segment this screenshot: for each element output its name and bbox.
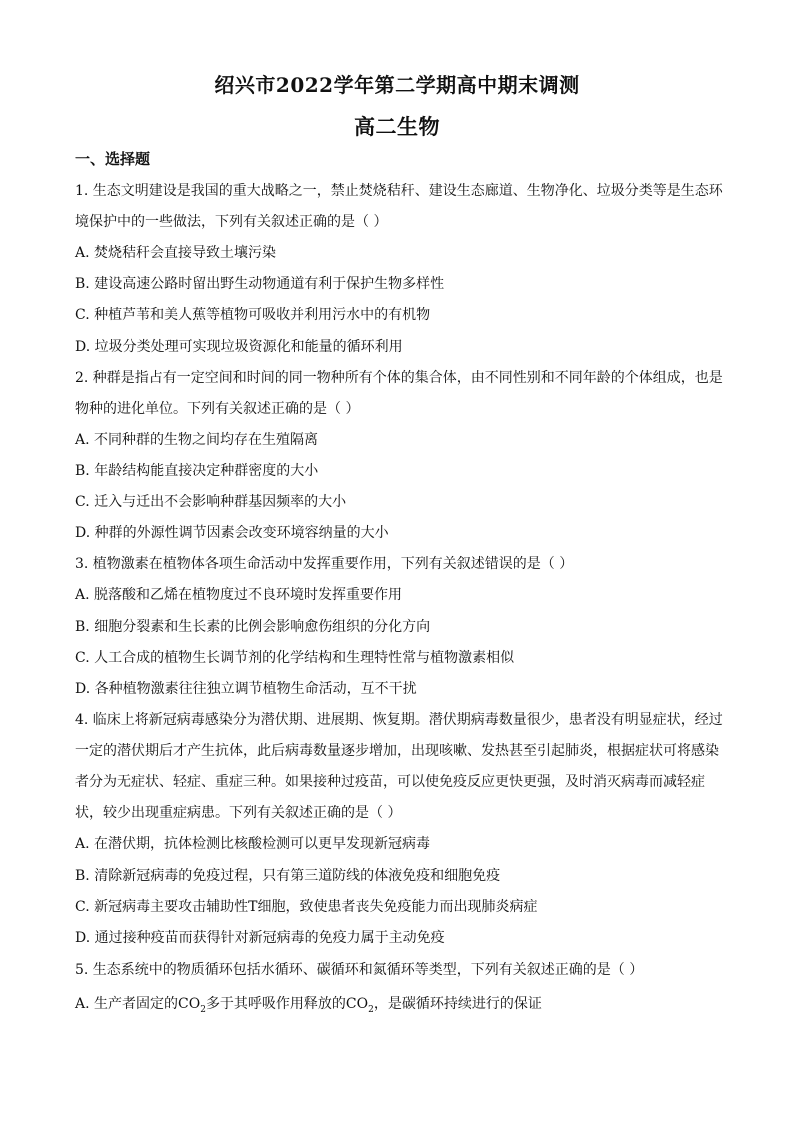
question-1-option-c: C. 种植芦苇和美人蕉等植物可吸收并利用污水中的有机物 [75,307,431,323]
question-5-stem-line-1: 5. 生态系统中的物质循环包括水循环、碳循环和氮循环等类型，下列有关叙述正确的是（ ） [75,962,644,978]
question-4-stem-line-2: 一定的潜伏期后才产生抗体，此后病毒数量逐步增加，出现咳嗽、发热甚至引起肺炎，根据症状可将感染 [75,743,719,759]
question-2-option-c: C. 迁入与迁出不会影响种群基因频率的大小 [75,494,347,510]
question-1-stem-line-2: 境保护中的一些做法，下列有关叙述正确的是（ ） [75,214,388,230]
question-3-option-b: B. 细胞分裂素和生长素的比例会影响愈伤组织的分化方向 [75,619,431,635]
question-3-option-a: A. 脱落酸和乙烯在植物度过不良环境时发挥重要作用 [75,587,403,603]
question-2-option-d: D. 种群的外源性调节因素会改变环境容纳量的大小 [75,525,389,541]
question-4-stem-line-3: 者分为无症状、轻症、重症三种。如果接种过疫苗，可以使免疫反应更快更强，及时消灭病毒而减轻症 [75,774,705,790]
question-5-option-a-text-1: A. 生产者固定的CO [75,996,201,1012]
question-2-stem-line-2: 物种的进化单位。下列有关叙述正确的是（ ） [75,401,360,417]
exam-title: 绍兴市2022学年第二学期高中期末调测 [214,73,580,97]
question-4-option-a: A. 在潜伏期，抗体检测比核酸检测可以更早发现新冠病毒 [75,836,431,852]
question-4-option-c: C. 新冠病毒主要攻击辅助性T细胞，致使患者丧失免疫能力而出现肺炎病症 [75,899,538,915]
question-1-option-d: D. 垃圾分类处理可实现垃圾资源化和能量的循环利用 [75,339,403,355]
question-3-stem-line-1: 3. 植物激素在植物体各项生命活动中发挥重要作用，下列有关叙述错误的是（ ） [75,556,574,572]
question-4-stem-line-4: 状，较少出现重症病患。下列有关叙述正确的是（ ） [75,805,402,821]
exam-subject: 高二生物 [354,114,440,139]
question-4-option-b: B. 清除新冠病毒的免疫过程，只有第三道防线的体液免疫和细胞免疫 [75,868,501,884]
question-5-option-a-text-3: ，是碳循环持续进行的保证 [373,996,542,1012]
question-2-stem-line-1: 2. 种群是指占有一定空间和时间的同一物种所有个体的集合体，由不同性别和不同年龄的个体组成，也是 [75,370,723,386]
co2-subscript: 2 [200,1005,206,1015]
question-3-option-d: D. 各种植物激素往往独立调节植物生命活动，互不干扰 [75,681,417,697]
question-2-option-a: A. 不同种群的生物之间均存在生殖隔离 [75,432,319,448]
section-heading: 一、选择题 [75,150,151,168]
question-2-option-b: B. 年龄结构能直接决定种群密度的大小 [75,463,319,479]
question-3-option-c: C. 人工合成的植物生长调节剂的化学结构和生理特性常与植物激素相似 [75,650,515,666]
question-5-option-a-text-2: 多于其呼吸作用释放的CO [205,996,369,1012]
question-1-option-a: A. 焚烧秸秆会直接导致土壤污染 [75,245,277,261]
question-5-option-a [75,994,725,1016]
question-1-option-b: B. 建设高速公路时留出野生动物通道有利于保护生物多样性 [75,276,445,292]
question-4-stem-line-1: 4. 临床上将新冠病毒感染分为潜伏期、进展期、恢复期。潜伏期病毒数量很少，患者没有明显症状，经过 [75,712,723,728]
question-4-option-d: D. 通过接种疫苗而获得针对新冠病毒的免疫力属于主动免疫 [75,930,445,946]
co2-subscript: 2 [368,1005,374,1015]
question-1-stem-line-1: 1. 生态文明建设是我国的重大战略之一，禁止焚烧秸秆、建设生态廊道、生物净化、垃圾分类等是生态环 [75,183,723,199]
